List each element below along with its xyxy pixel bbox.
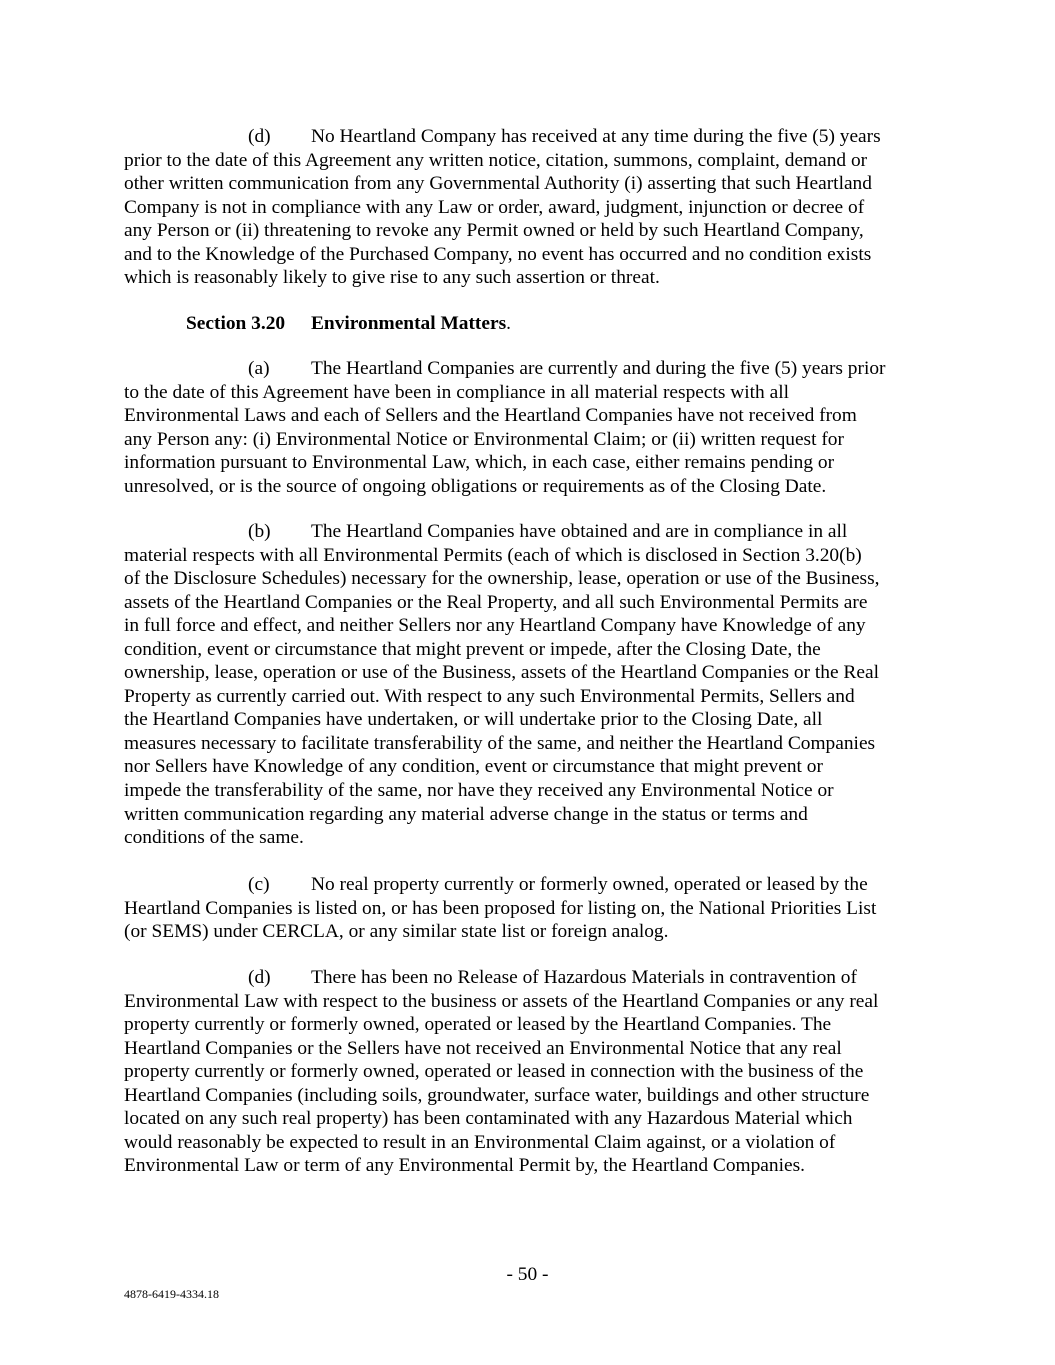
- text-line: located on any such real property) has been contaminated with any Hazardous Material which: [124, 1108, 853, 1130]
- text-line: and to the Knowledge of the Purchased Company, no event has occurred and no condition exists: [124, 243, 872, 265]
- paragraph-a-environmental-compliance: [124, 357, 944, 498]
- paragraph-first-line: The Heartland Companies are currently and during the five (5) years prior: [311, 358, 886, 379]
- page-number: - 50 -: [506, 1264, 549, 1285]
- paragraph-first-line: No real property currently or formerly owned, operated or leased by the: [311, 874, 868, 895]
- text-line: Heartland Companies or the Sellers have not received an Environmental Notice that any real: [124, 1037, 842, 1059]
- text-line: impede the transferability of the same, nor have they received any Environmental Notice or: [124, 780, 834, 802]
- text-line: [124, 520, 944, 544]
- text-line: property currently or formerly owned, operated or leased by the Heartland Companies. The: [124, 1014, 832, 1036]
- text-line: Property as currently carried out. With respect to any such Environmental Permits, Sellers and: [124, 685, 855, 707]
- text-line: information pursuant to Environmental Law, which, in each case, either remains pending or: [124, 452, 835, 474]
- text-line: Environmental Laws and each of Sellers and the Heartland Companies have not received from: [124, 405, 857, 427]
- text-line: of the Disclosure Schedules) necessary for the ownership, lease, operation or use of the Business,: [124, 568, 880, 590]
- text-line: Environmental Law with respect to the business or assets of the Heartland Companies or any real: [124, 990, 879, 1012]
- text-line: [124, 873, 944, 897]
- text-line: property currently or formerly owned, operated or leased in connection with the business of the: [124, 1061, 864, 1083]
- paragraph-d-hazardous-release: [124, 966, 944, 1178]
- text-line: assets of the Heartland Companies or the Real Property, and all such Environmental Permits are: [124, 591, 868, 613]
- text-line: in full force and effect, and neither Sellers nor any Heartland Company have Knowledge of any: [124, 615, 866, 637]
- section-title: Environmental Matters: [311, 313, 507, 334]
- text-line: the Heartland Companies have undertaken, or will undertake prior to the Closing Date, all: [124, 709, 823, 731]
- text-line: any Person any: (i) Environmental Notice or Environmental Claim; or (ii) written request for: [124, 428, 844, 450]
- text-line: conditions of the same.: [124, 827, 304, 849]
- text-line: prior to the date of this Agreement any written notice, citation, summons, complaint, demand or: [124, 149, 868, 171]
- paragraph-label: (b): [248, 521, 271, 542]
- section-heading: [186, 312, 511, 336]
- text-line: Heartland Companies is listed on, or has been proposed for listing on, the National Priorities List: [124, 897, 877, 919]
- text-line: condition, event or circumstance that might prevent or impede, after the Closing Date, the: [124, 638, 821, 660]
- text-line: unresolved, or is the source of ongoing obligations or requirements as of the Closing Date.: [124, 475, 827, 497]
- paragraph-label: (a): [248, 358, 270, 379]
- text-line: material respects with all Environmental Permits (each of which is disclosed in Section 3.20(b): [124, 544, 862, 566]
- text-line: (or SEMS) under CERCLA, or any similar state list or foreign analog.: [124, 921, 669, 943]
- text-line: [124, 966, 944, 990]
- text-line: Company is not in compliance with any Law or order, award, judgment, injunction or decree of: [124, 196, 865, 218]
- paragraph-first-line: The Heartland Companies have obtained and are in compliance in all: [311, 521, 848, 542]
- text-line: [124, 125, 944, 149]
- paragraph-first-line: No Heartland Company has received at any time during the five (5) years: [311, 126, 881, 147]
- paragraph-label: (d): [248, 967, 271, 988]
- section-number: Section 3.20: [186, 313, 286, 334]
- text-line: to the date of this Agreement have been in compliance in all material respects with all: [124, 381, 789, 403]
- document-id: 4878-6419-4334.18: [124, 1287, 219, 1301]
- text-line: nor Sellers have Knowledge of any condition, event or circumstance that might prevent or: [124, 756, 823, 778]
- text-line: ownership, lease, operation or use of the Business, assets of the Heartland Companies or the Real: [124, 662, 879, 684]
- paragraph-label: (c): [248, 874, 270, 895]
- paragraph-label: (d): [248, 126, 271, 147]
- text-line: would reasonably be expected to result in an Environmental Claim against, or a violation of: [124, 1131, 836, 1153]
- section-period: .: [506, 313, 511, 334]
- text-line: measures necessary to facilitate transferability of the same, and neither the Heartland Companies: [124, 732, 876, 754]
- text-line: other written communication from any Governmental Authority (i) asserting that such Heartland: [124, 173, 872, 195]
- paragraph-c-priorities-list: [124, 873, 944, 944]
- text-line: which is reasonably likely to give rise to any such assertion or threat.: [124, 267, 660, 289]
- paragraph-d-compliance: [124, 125, 944, 290]
- paragraph-b-environmental-permits: [124, 520, 944, 850]
- paragraph-first-line: There has been no Release of Hazardous Materials in contravention of: [311, 967, 857, 988]
- text-line: Heartland Companies (including soils, groundwater, surface water, buildings and other structure: [124, 1084, 870, 1106]
- text-line: any Person or (ii) threatening to revoke any Permit owned or held by such Heartland Company,: [124, 220, 864, 242]
- text-line: Environmental Law or term of any Environmental Permit by, the Heartland Companies.: [124, 1155, 806, 1177]
- text-line: [124, 357, 944, 381]
- text-line: written communication regarding any material adverse change in the status or terms and: [124, 803, 808, 825]
